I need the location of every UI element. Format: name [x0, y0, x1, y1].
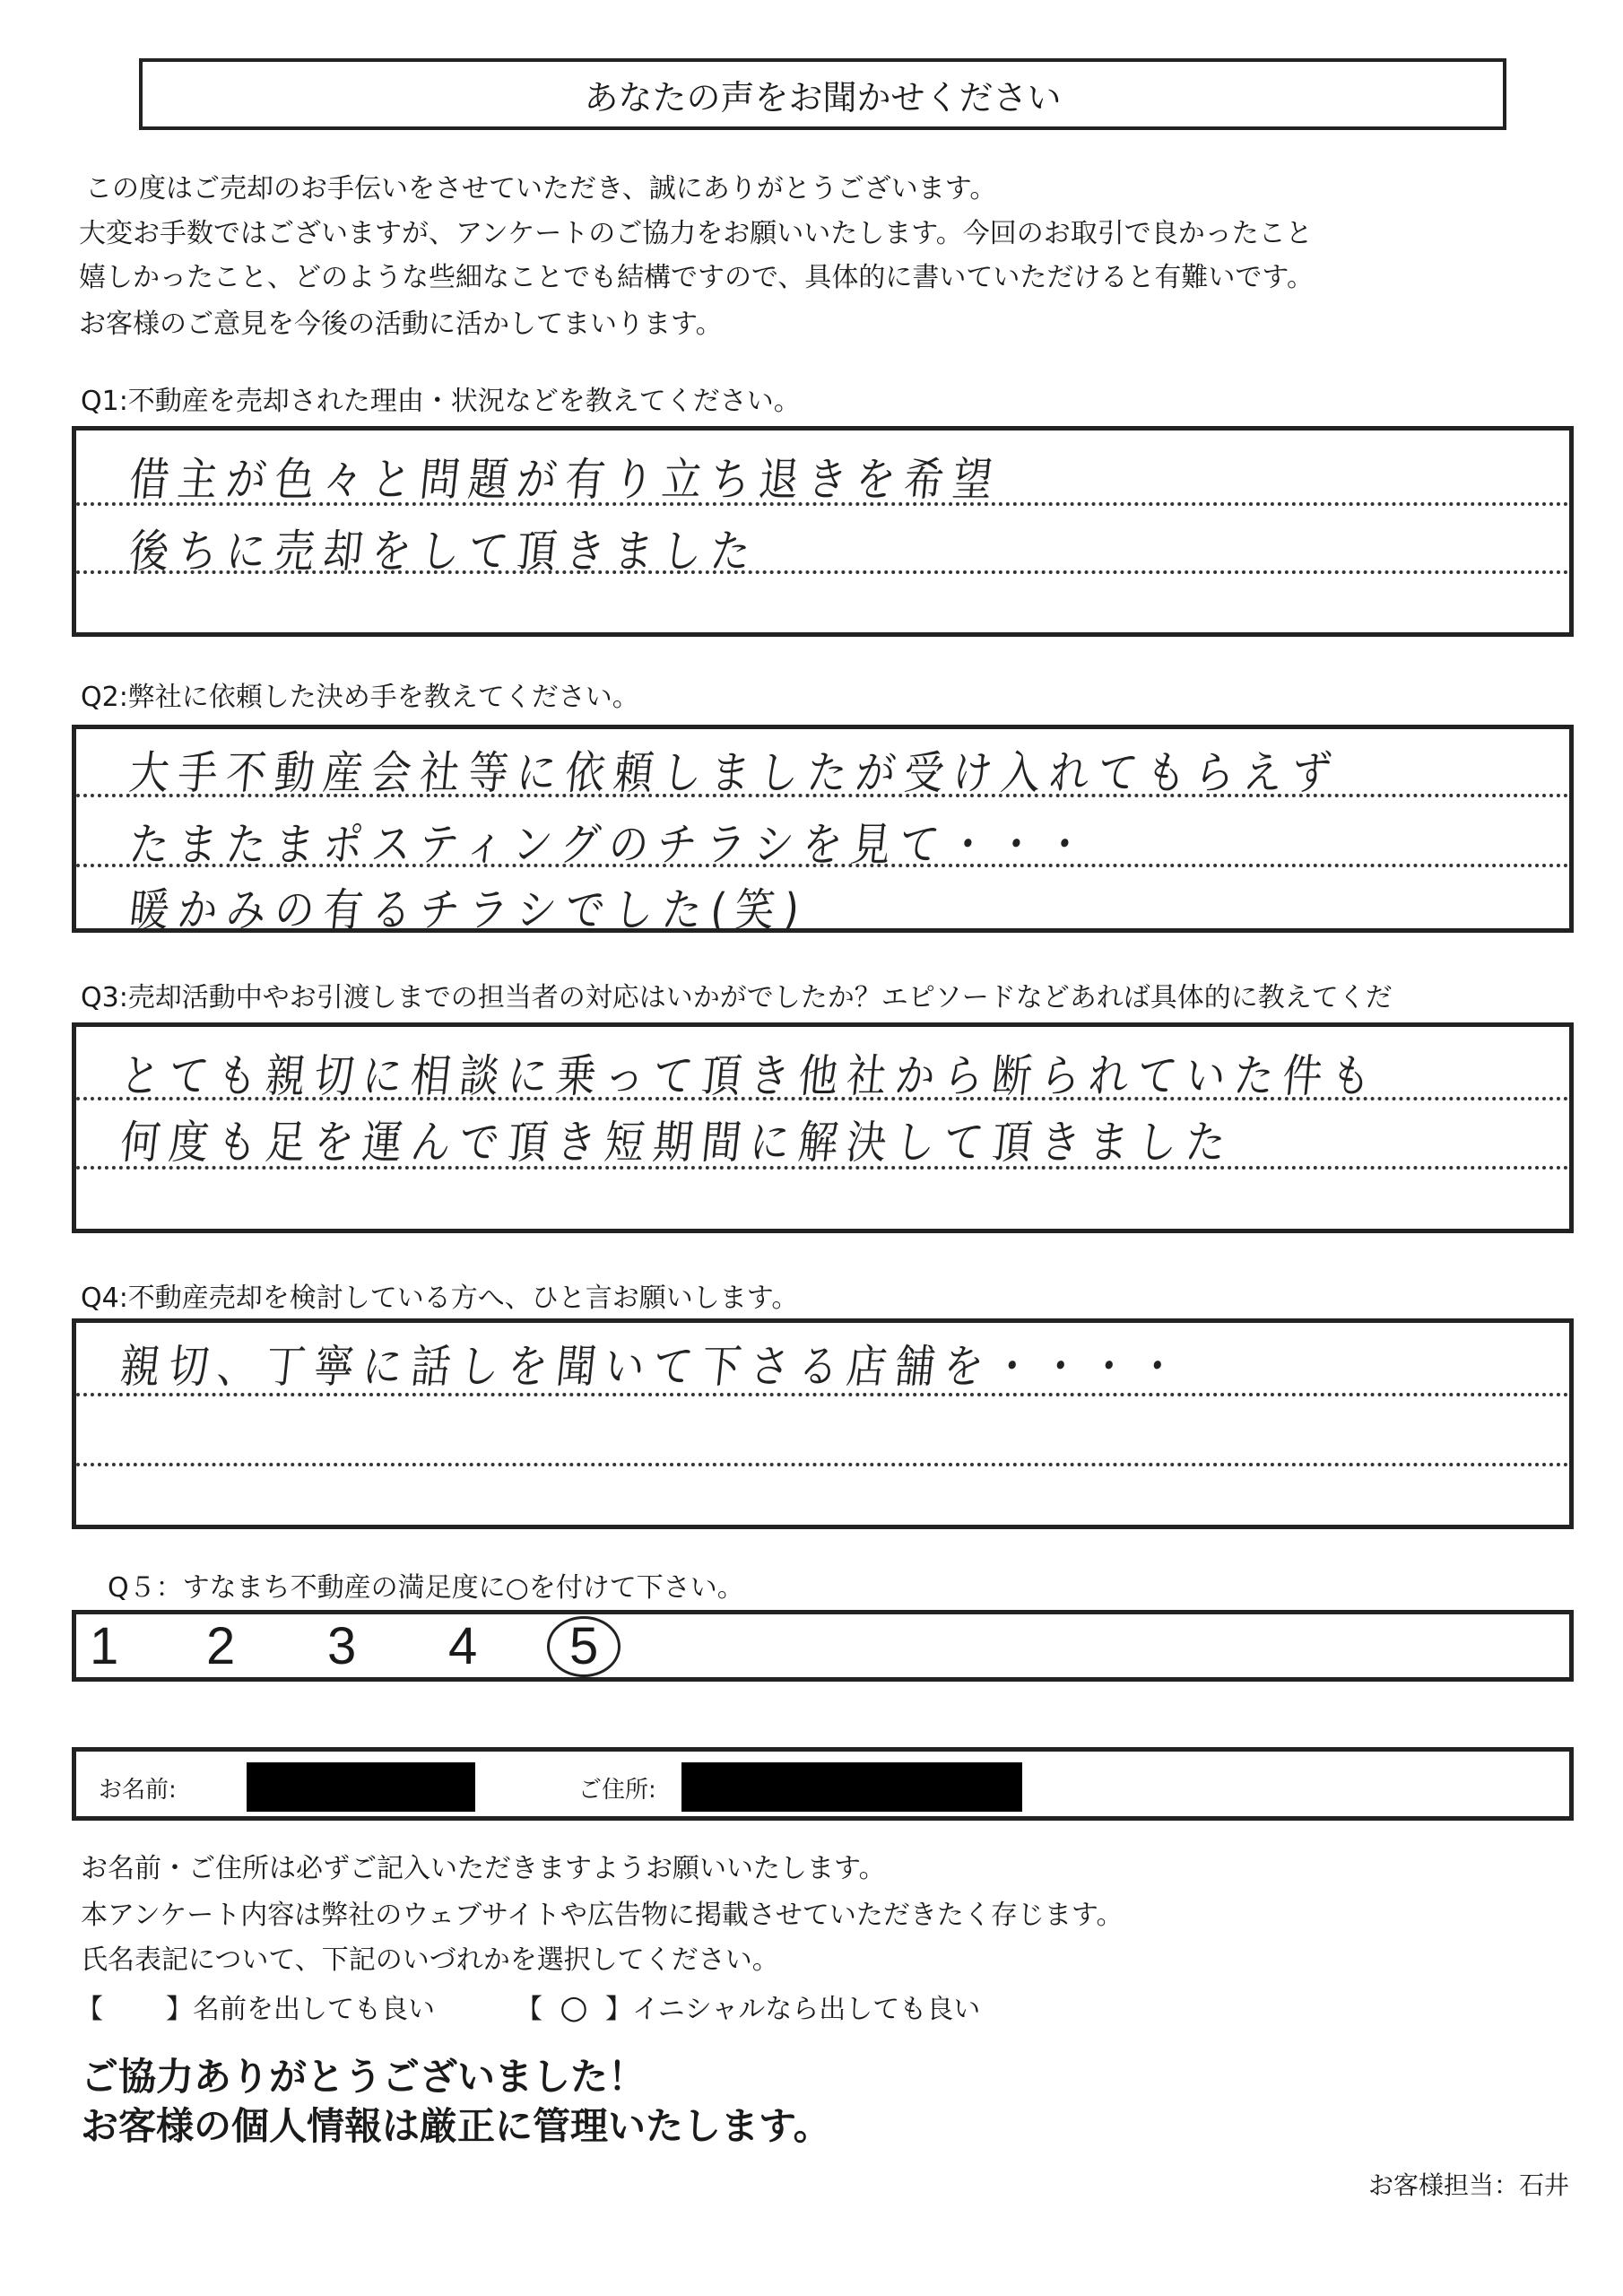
choice-label: 名前を出しても良い — [193, 1994, 435, 2025]
rating-option-3[interactable]: 3 — [327, 1617, 357, 1675]
name-redacted — [247, 1762, 475, 1812]
note-line: お名前・ご住所は必ずご記入いただきますようお願いいたします。 — [81, 1853, 886, 1884]
choice-initials-ok[interactable] — [516, 1987, 980, 2026]
bracket: 【 — [76, 1994, 103, 2025]
name-label: お名前: — [99, 1777, 177, 1804]
q4-label: Q4:不動産売却を検討している方へ、ひと言お願いします。 — [81, 1283, 799, 1314]
q2-label: Q2:弊社に依頼した決め手を教えてください。 — [81, 682, 639, 713]
satisfaction-rating[interactable] — [72, 1610, 1574, 1682]
intro-line: 大変お手数ではございますが、アンケートのご協力をお願いいたします。今回のお取引で良かったこと — [79, 218, 1313, 249]
q2-answer-line: たまたまポスティングのチラシを見て・・・ — [126, 818, 1097, 872]
thanks-line: ご協力ありがとうございました！ — [81, 2055, 647, 2099]
bracket: 】 — [605, 1994, 632, 2025]
form-title: あなたの声をお聞かせください — [139, 58, 1506, 130]
q5-label: Q５：すなまち不動産の満足度に○を付けて下さい。 — [108, 1572, 744, 1604]
q3-answer-line: 何度も足を運んで頂き短期間に解決して頂きました — [117, 1116, 1237, 1170]
privacy-line: お客様の個人情報は厳正に管理いたします。 — [81, 2104, 831, 2148]
q1-label: Q1:不動産を売却された理由・状況などを教えてください。 — [81, 386, 801, 417]
q1-answer-line: 後ちに売却をして頂きました — [126, 525, 762, 578]
name-address-box — [72, 1747, 1574, 1821]
rating-option-2[interactable]: 2 — [206, 1617, 236, 1675]
q2-answer-line: 大手不動産会社等に依頼しましたが受け入れてもらえず — [126, 746, 1343, 800]
q4-answer-box[interactable] — [72, 1318, 1574, 1529]
q2-answer-box[interactable] — [72, 725, 1574, 937]
choice-mark: ○ — [560, 1989, 588, 2026]
choice-name-ok[interactable] — [76, 1987, 435, 2026]
q3-answer-box[interactable] — [72, 1022, 1574, 1233]
bracket: 【 — [516, 1994, 542, 2025]
choice-label: イニシャルなら出しても良い — [632, 1994, 981, 2025]
intro-line: お客様のご意見を今後の活動に活かしてまいります。 — [79, 309, 723, 340]
q4-answer-line: 親切、丁寧に話しを聞いて下さる店舗を・・・・ — [117, 1340, 1189, 1394]
q3-answer-line: とても親切に相談に乗って頂き他社から断られていた件も — [117, 1049, 1383, 1103]
bracket: 】 — [166, 1994, 193, 2025]
address-label: ご住所: — [578, 1777, 656, 1804]
intro-line: 嬉しかったこと、どのような些細なことでも結構ですので、具体的に書いていただけると有難いです。 — [79, 262, 1314, 293]
rating-option-5[interactable]: 5 — [569, 1617, 599, 1675]
rating-option-1[interactable]: 1 — [90, 1617, 119, 1675]
q1-answer-line: 借主が色々と問題が有り立ち退きを希望 — [126, 453, 1004, 507]
staff-name: お客様担当：石井 — [1367, 2170, 1569, 2200]
q2-answer-line: 暖かみの有るチラシでした(笑) — [126, 883, 811, 937]
intro-line: この度はご売却のお手伝いをさせていただき、誠にありがとうございます。 — [85, 173, 997, 204]
note-line: 氏名表記について、下記のいづれかを選択してください。 — [81, 1944, 779, 1976]
rating-option-4[interactable]: 4 — [448, 1617, 478, 1675]
q1-answer-box[interactable] — [72, 426, 1574, 637]
q3-label: Q3:売却活動中やお引渡しまでの担当者の対応はいかがでしたか？エピソードなどあれば具体的に教えてくだ — [81, 982, 1393, 1013]
selected-rating-circle — [547, 1616, 621, 1677]
note-line: 本アンケート内容は弊社のウェブサイトや広告物に掲載させていただきたく存じます。 — [81, 1900, 1124, 1931]
address-redacted — [681, 1762, 1022, 1812]
